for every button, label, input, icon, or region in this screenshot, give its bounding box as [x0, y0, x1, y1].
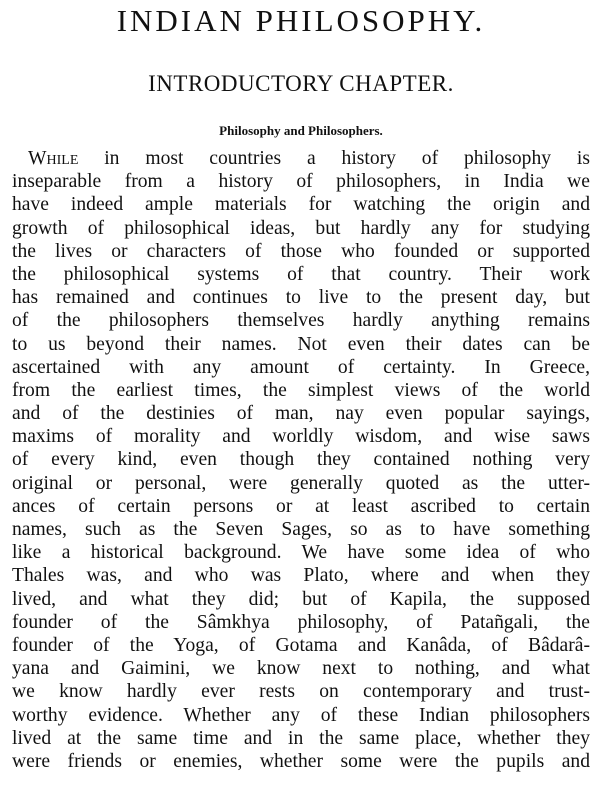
text-line: were friends or enemies, whether some were the pupils and	[12, 750, 590, 772]
text-line: lived at the same time and in the same place, whether they	[12, 727, 590, 749]
text-line: like a historical background. We have some idea of who	[12, 542, 590, 564]
book-page	[0, 2, 600, 805]
text-line: from the earliest times, the simplest views of the world	[12, 379, 590, 401]
text-line: we know hardly ever rests on contemporary and trust-	[12, 681, 590, 703]
chapter-heading: INTRODUCTORY CHAPTER.	[148, 71, 454, 96]
book-title: INDIAN PHILOSOPHY.	[116, 3, 486, 38]
text-line: of the philosophers themselves hardly anything remains	[12, 310, 590, 332]
text-line: ascertained with any amount of certainty. In Greece,	[12, 356, 590, 378]
text-line: yana and Gaimini, we know next to nothing, and what	[12, 658, 590, 680]
text-line: inseparable from a history of philosophers, in India we	[12, 171, 590, 193]
text-line: of every kind, even though they contained nothing very	[12, 449, 590, 471]
text-line: the philosophical systems of that country. Their work	[12, 263, 590, 285]
text-line: ances of certain persons or at least ascribed to certain	[12, 495, 590, 517]
text-line: names, such as the Seven Sages, so as to have something	[12, 519, 590, 540]
drop-word: While	[28, 148, 79, 169]
text-line: While in most countries a history of philosophy is	[28, 148, 590, 169]
section-heading: Philosophy and Philosophers.	[219, 123, 383, 138]
text-line: maxims of morality and worldly wisdom, and wise saws	[12, 426, 590, 448]
text-line: founder of the Sâmkhya philosophy, of Patañgali, the	[12, 611, 590, 633]
text-line: founder of the Yoga, of Gotama and Kanâda, of Bâdarâ-	[12, 634, 590, 656]
text-line: original or personal, were generally quoted as the utter-	[12, 472, 590, 494]
text-line: and of the destinies of man, nay even popular sayings,	[12, 403, 590, 425]
text-line: to us beyond their names. Not even their dates can be	[12, 333, 590, 355]
text-line: lived, and what they did; but of Kapila, the supposed	[12, 588, 590, 610]
text-line: have indeed ample materials for watching the origin and	[12, 194, 590, 216]
body-text	[12, 147, 590, 773]
text-line: worthy evidence. Whether any of these Indian philosophers	[12, 704, 590, 726]
text-line: growth of philosophical ideas, but hardly any for studying	[12, 217, 590, 239]
text-line: Thales was, and who was Plato, where and when they	[12, 565, 590, 587]
text-line: has remained and continues to live to the present day, but	[12, 287, 590, 309]
text-line: the lives or characters of those who founded or supported	[12, 240, 590, 262]
